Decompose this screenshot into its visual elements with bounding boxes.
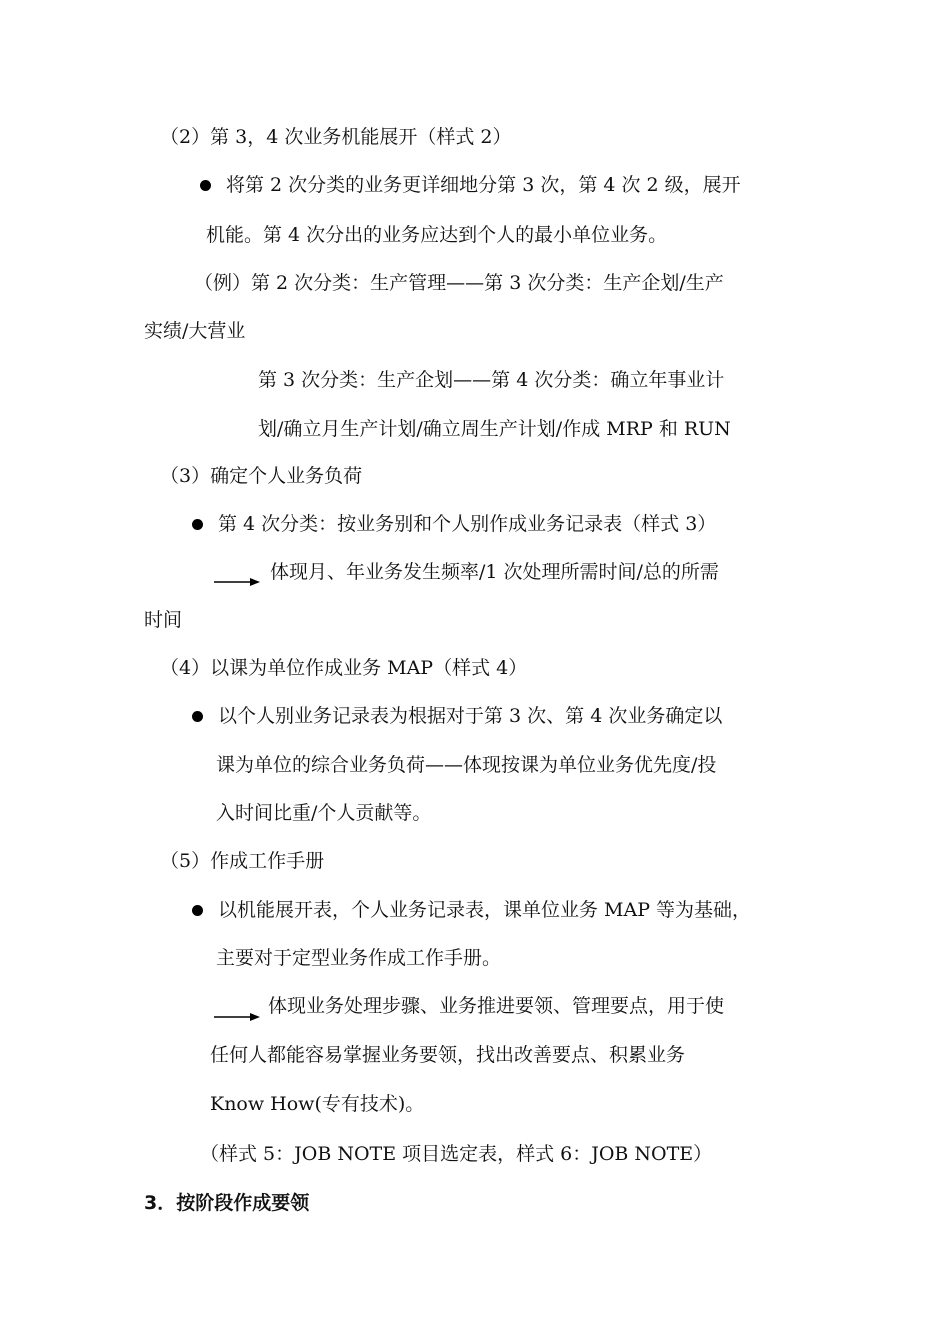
s3-arrow-line-1: 体现月、年业务发生频率/1 次处理所需时间/总的所需	[270, 561, 719, 583]
s5-heading: （5）作成工作手册	[160, 850, 325, 872]
arrow-right-icon	[214, 1011, 260, 1023]
s2-example-line-2: 实绩/大营业	[144, 320, 246, 342]
s4-bullet-line-2: 课为单位的综合业务负荷——体现按课为单位业务优先度/投	[216, 754, 717, 776]
bullet-icon	[192, 519, 203, 530]
s2-bullet-line-1: 将第 2 次分类的业务更详细地分第 3 次，第 4 次 2 级，展开	[226, 174, 741, 196]
s5-arrow-line-2: 任何人都能容易掌握业务要领，找出改善要点、积累业务	[210, 1044, 686, 1066]
s3-heading: （3）确定个人业务负荷	[160, 465, 363, 487]
s5-arrow-line-1: 体现业务处理步骤、业务推进要领、管理要点，用于使	[268, 995, 725, 1017]
s4-heading: （4）以课为单位作成业务 MAP（样式 4）	[160, 657, 528, 679]
s5-forms: （样式 5：JOB NOTE 项目选定表，样式 6：JOB NOTE）	[200, 1143, 713, 1165]
s2-bullet-line-2: 机能。第 4 次分出的业务应达到个人的最小单位业务。	[206, 224, 668, 246]
arrow-right-icon	[214, 576, 260, 588]
s3-bullet: 第 4 次分类：按业务别和个人别作成业务记录表（样式 3）	[218, 513, 717, 535]
s5-bullet-line-2: 主要对于定型业务作成工作手册。	[216, 947, 502, 969]
s3-arrow-line-2: 时间	[144, 609, 183, 631]
s2-example2-line-1: 第 3 次分类：生产企划——第 4 次分类：确立年事业计	[258, 369, 725, 391]
s5-bullet-line-1: 以机能展开表，个人业务记录表，课单位业务 MAP 等为基础，	[218, 899, 752, 921]
bullet-icon	[192, 711, 203, 722]
s5-arrow-line-3: Know How(专有技术)。	[210, 1093, 425, 1115]
bullet-icon	[200, 180, 211, 191]
s2-example2-line-2: 划/确立月生产计划/确立周生产计划/作成 MRP 和 RUN	[258, 418, 731, 440]
bullet-icon	[192, 905, 203, 916]
s2-example-line-1: （例）第 2 次分类：生产管理——第 3 次分类：生产企划/生产	[194, 272, 724, 294]
s4-bullet-line-3: 入时间比重/个人贡献等。	[216, 802, 432, 824]
s2-heading: （2）第 3，4 次业务机能展开（样式 2）	[160, 126, 512, 148]
section-3-heading: 3．按阶段作成要领	[144, 1192, 310, 1214]
s4-bullet-line-1: 以个人别业务记录表为根据对于第 3 次、第 4 次业务确定以	[218, 705, 723, 727]
